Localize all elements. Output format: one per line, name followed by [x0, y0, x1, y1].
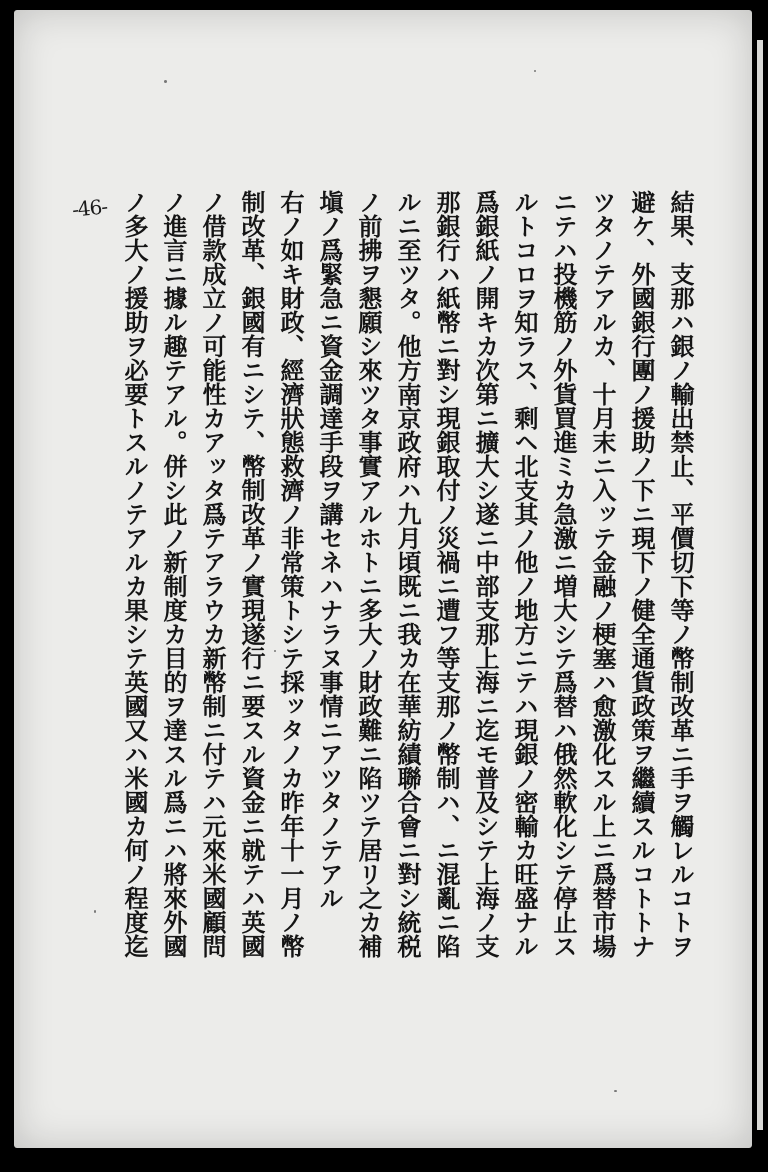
- text-column: 結果、支那ハ銀ノ輸出禁止、平價切下等ノ幣制改革ニ手ヲ觸レルコトヲ: [666, 190, 695, 958]
- paper-speck: [614, 1090, 617, 1092]
- text-column: ルトコロヲ知ラス、剩ヘ北支其ノ他ノ地方ニテハ現銀ノ密輸カ旺盛ナル: [510, 190, 539, 958]
- text-column: ニテハ投機筋ノ外貨買進ミカ急激ニ増大シテ爲替ハ俄然軟化シテ停止ス: [549, 190, 578, 958]
- text-column: 那銀行ハ紙幣ニ對シ現銀取付ノ災禍ニ遭フ等支那ノ幣制ハ、ニ混亂ニ陷: [432, 190, 461, 958]
- paper-speck: [164, 80, 167, 83]
- text-column: ノ前拂ヲ懇願シ來ツタ事實アルホトニ多大ノ財政難ニ陷ツテ居リ之カ補: [354, 190, 383, 958]
- text-column: ノ進言ニ據ル趣テアル。併シ此ノ新制度カ目的ヲ達スル爲ニハ將來外國: [159, 190, 188, 958]
- text-column: 右ノ如キ財政、經濟狀態救濟ノ非常策トシテ採ッタノカ昨年十一月ノ幣: [276, 190, 305, 958]
- paper-speck: [94, 910, 96, 913]
- body-text: [118, 190, 698, 1090]
- text-column: 爲銀紙ノ開キカ次第ニ擴大シ遂ニ中部支那上海ニ迄モ普及シテ上海ノ支: [471, 190, 500, 958]
- text-column: ルニ至ツタ。他方南京政府ハ九月頃既ニ我カ在華紡績聯合會ニ對シ統税: [393, 190, 422, 958]
- next-page-edge: [757, 40, 763, 1130]
- text-column: ノ多大ノ援助ヲ必要トスルノテアルカ果シテ英國又ハ米國カ何ノ程度迄: [120, 190, 149, 958]
- text-column: ツタノテアルカ、十月末ニ入ッテ金融ノ梗塞ハ愈激化スル上ニ爲替市場: [588, 190, 617, 958]
- text-column: 避ケ、外國銀行團ノ援助ノ下ニ現下ノ健全通貨政策ヲ繼續スルコトトナ: [627, 190, 656, 958]
- text-column: ノ借款成立ノ可能性カアッタ爲テアラウカ新幣制ニ付テハ元來米國顧問: [198, 190, 227, 958]
- page-number: -46-: [70, 194, 109, 222]
- text-column: 塡ノ爲緊急ニ資金調達手段ヲ講セネハナラヌ事情ニアツタノテアル: [315, 190, 344, 910]
- text-column: 制改革、銀國有ニシテ、幣制改革ノ實現遂行ニ要スル資金ニ就テハ英國: [237, 190, 266, 958]
- paper-speck: [534, 70, 536, 72]
